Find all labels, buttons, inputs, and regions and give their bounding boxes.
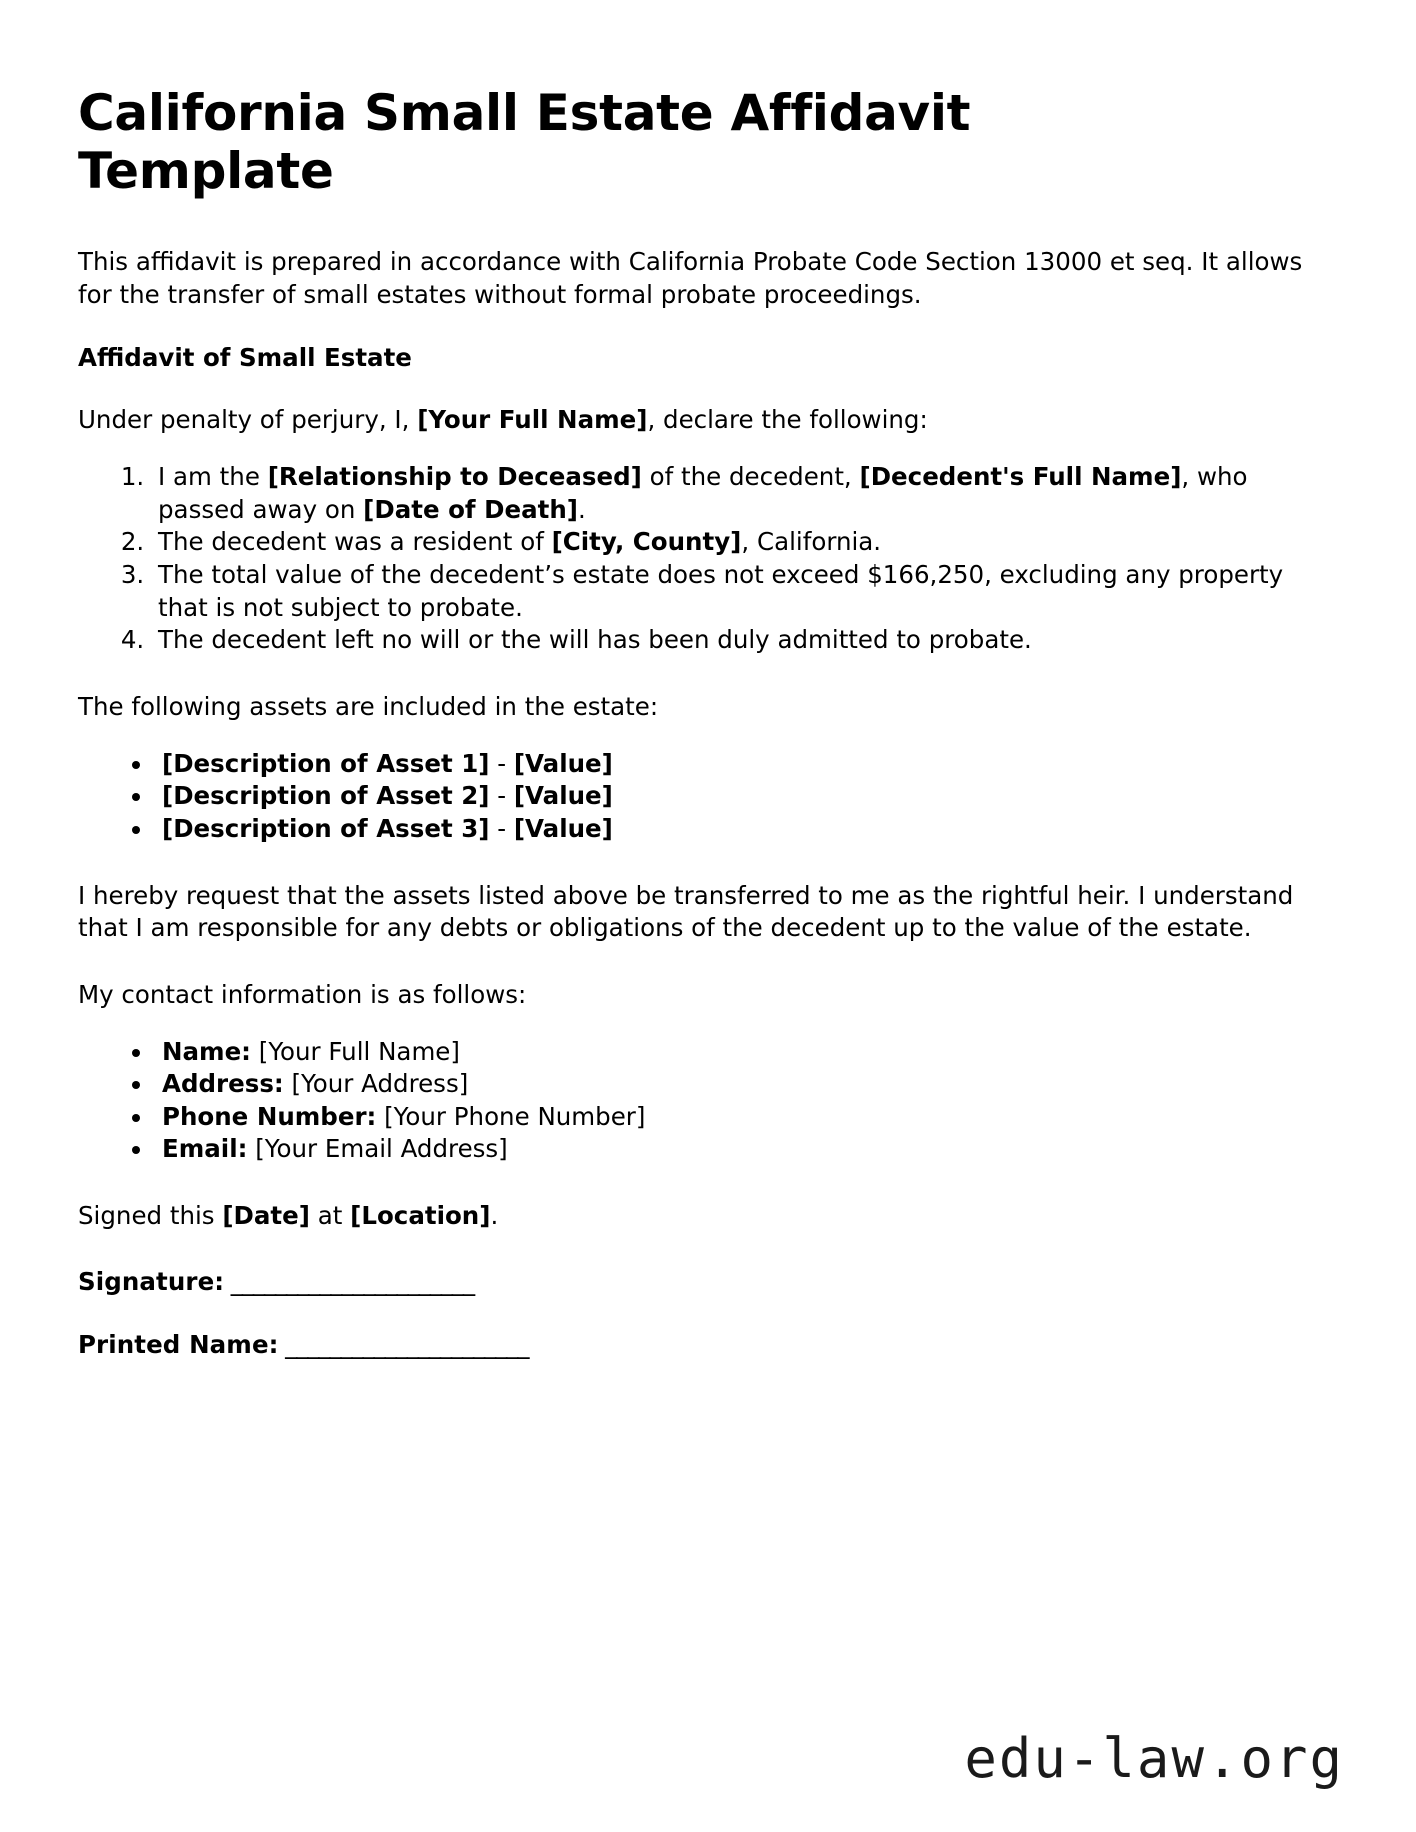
contact-intro-paragraph: My contact information is as follows: bbox=[78, 979, 527, 1009]
claim-text: of the decedent, bbox=[641, 462, 860, 492]
printed-name-field bbox=[78, 1330, 1338, 1359]
signature-line: ______________________ bbox=[224, 1266, 474, 1296]
claim-placeholder: [Date of Death] bbox=[363, 494, 578, 524]
signed-middle: at bbox=[309, 1201, 351, 1231]
declaration-paragraph bbox=[78, 404, 1338, 437]
watermark: edu-law.org bbox=[964, 1727, 1344, 1790]
asset-value: [Value] bbox=[513, 748, 613, 778]
claim-text: , California. bbox=[741, 527, 882, 557]
contact-label: Name: bbox=[162, 1036, 251, 1066]
contact-value: [Your Email Address] bbox=[247, 1134, 508, 1164]
list-item bbox=[154, 1068, 1338, 1101]
list-item bbox=[154, 1036, 1338, 1069]
request-paragraph: I hereby request that the assets listed above be transferred to me as the rightful heir. I understand that I am responsible for any debts or obligations of the decedent up to the value of the estate. bbox=[78, 880, 1294, 943]
signature-label: Signature: bbox=[78, 1266, 225, 1296]
list-item bbox=[154, 748, 1338, 781]
list-item bbox=[152, 559, 1338, 624]
assets-list bbox=[78, 748, 1338, 846]
asset-description: [Description of Asset 3] bbox=[162, 813, 490, 843]
signed-location-placeholder: [Location] bbox=[350, 1201, 491, 1231]
list-item bbox=[154, 813, 1338, 846]
signed-date-placeholder: [Date] bbox=[222, 1201, 310, 1231]
claim-text: The total value of the decedent’s estate does not exceed $166,250, excluding any property that is not subject to probate. bbox=[158, 559, 1284, 622]
declaration-prefix: Under penalty of perjury, I, bbox=[78, 405, 418, 435]
claim-placeholder: [Decedent's Full Name] bbox=[859, 462, 1182, 492]
section-heading: Affidavit of Small Estate bbox=[78, 343, 412, 373]
asset-separator: - bbox=[489, 748, 514, 778]
contact-value: [Your Phone Number] bbox=[376, 1101, 646, 1131]
list-item bbox=[154, 1133, 1338, 1166]
signed-prefix: Signed this bbox=[78, 1201, 223, 1231]
claims-list bbox=[78, 461, 1338, 656]
signed-statement bbox=[78, 1200, 1338, 1233]
claim-text: The decedent left no will or the will has been duly admitted to probate. bbox=[158, 625, 1032, 655]
asset-separator: - bbox=[489, 813, 514, 843]
contact-label: Email: bbox=[162, 1134, 248, 1164]
contact-value: [Your Full Name] bbox=[250, 1036, 460, 1066]
contact-list bbox=[78, 1036, 1338, 1166]
signed-suffix: . bbox=[490, 1201, 499, 1231]
asset-description: [Description of Asset 2] bbox=[162, 781, 490, 811]
asset-value: [Value] bbox=[513, 813, 613, 843]
claim-placeholder: [Relationship to Deceased] bbox=[267, 462, 642, 492]
claim-text: . bbox=[577, 494, 586, 524]
list-item bbox=[152, 624, 1338, 657]
signature-field bbox=[78, 1267, 1338, 1296]
list-item bbox=[152, 461, 1338, 526]
assets-intro-paragraph: The following assets are included in the estate: bbox=[78, 691, 659, 721]
printed-name-label: Printed Name: bbox=[78, 1329, 279, 1359]
asset-separator: - bbox=[489, 781, 514, 811]
claim-placeholder: [City, County] bbox=[551, 527, 742, 557]
claim-text: I am the bbox=[158, 462, 268, 492]
contact-label: Address: bbox=[162, 1069, 284, 1099]
contact-value: [Your Address] bbox=[283, 1069, 469, 1099]
list-item bbox=[154, 780, 1338, 813]
intro-paragraph: This affidavit is prepared in accordance with California Probate Code Section 13000 et seq. It allows for the transfer of small estates without formal probate proceedings. bbox=[78, 247, 1303, 309]
contact-label: Phone Number: bbox=[162, 1101, 377, 1131]
declaration-suffix: , declare the following: bbox=[647, 405, 928, 435]
declaration-name-placeholder: [Your Full Name] bbox=[417, 405, 648, 435]
claim-text: , who passed away on bbox=[158, 462, 1248, 524]
list-item bbox=[154, 1101, 1338, 1134]
page-title: California Small Estate Affidavit Template bbox=[78, 84, 971, 200]
claim-text: The decedent was a resident of bbox=[158, 527, 552, 557]
printed-name-line: ______________________ bbox=[278, 1329, 529, 1359]
list-item bbox=[152, 526, 1338, 559]
asset-value: [Value] bbox=[513, 781, 613, 811]
asset-description: [Description of Asset 1] bbox=[162, 748, 490, 778]
